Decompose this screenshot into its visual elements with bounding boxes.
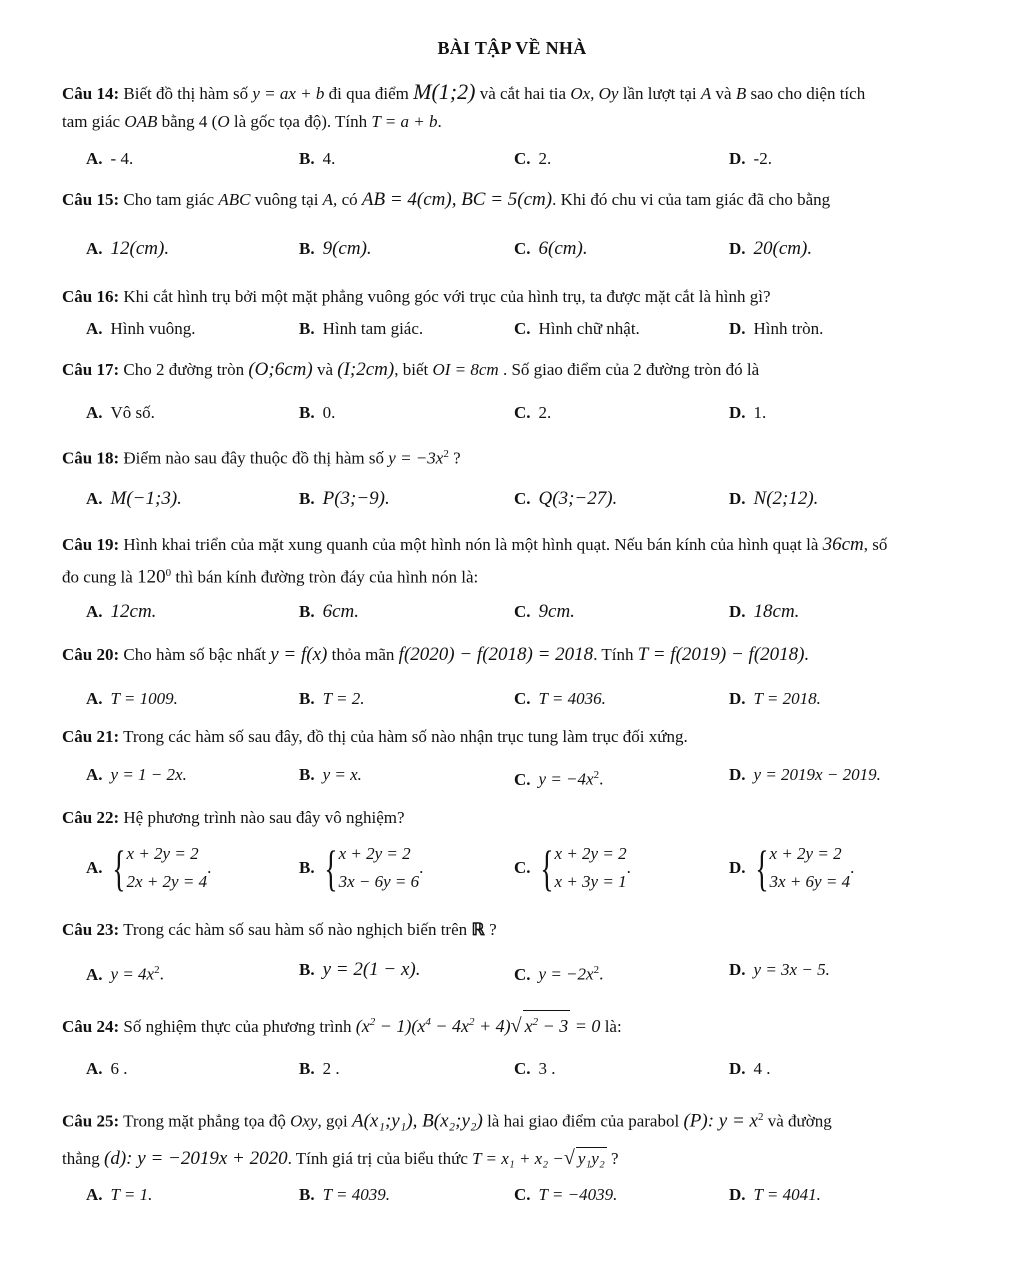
formula: y = ax + b <box>252 84 325 103</box>
question-text: ? <box>453 448 461 468</box>
option-c[interactable]: C. 3 . <box>514 1059 556 1078</box>
question-label: Câu 22: <box>62 808 120 827</box>
options-15 <box>86 234 986 268</box>
question-text: có <box>341 190 358 209</box>
option-d[interactable]: D. T = 4041. <box>729 1185 821 1204</box>
question-text: , biết <box>394 360 429 379</box>
question-text: Số nghiệm thực của phương trình <box>123 1017 352 1036</box>
question-17 <box>62 356 967 384</box>
formula: T = f(2019) − f(2018). <box>637 644 810 665</box>
question-text: là: <box>604 1017 622 1036</box>
option-a[interactable]: A. T = 1009. <box>86 689 178 708</box>
options-21 <box>86 760 986 794</box>
formula: y₁y₂ <box>577 1148 605 1168</box>
question-16 <box>62 283 967 311</box>
question-21 <box>62 723 967 751</box>
formula: (O;6cm) <box>248 359 313 380</box>
options-23 <box>86 955 986 989</box>
question-text: . Số giao điểm của 2 đường tròn đó là <box>502 360 760 379</box>
option-b[interactable]: B. Hình tam giác. <box>299 319 424 338</box>
question-label: Câu 24: <box>62 1017 120 1036</box>
formula: f(2020) − f(2018) = 2018 <box>398 644 594 665</box>
option-b[interactable]: B. 0. <box>299 403 336 422</box>
formula: OI = 8cm <box>432 360 499 379</box>
question-text: là gốc tọa độ). Tính <box>233 112 368 131</box>
formula: T = a + b <box>371 112 438 131</box>
formula: A <box>700 84 712 103</box>
formula: OAB <box>124 112 158 131</box>
question-text: Biết đồ thị hàm số <box>123 84 249 103</box>
options-25 <box>86 1180 986 1214</box>
question-text: Trong mặt phẳng tọa độ <box>123 1111 286 1131</box>
question-text: và đường <box>767 1111 832 1131</box>
option-d[interactable]: D. y = 3x − 5. <box>729 960 830 979</box>
question-text: Cho 2 đường tròn <box>123 360 245 379</box>
formula: $(x^2 - 1)(x^4 - 4x^2 + 4)√$ $x^2 - 3 = 0$ <box>356 1016 601 1036</box>
question-text: đo cung là <box>62 567 133 587</box>
formula: O <box>217 112 230 131</box>
option-d[interactable]: D. 1. <box>729 403 767 422</box>
question-19 <box>62 531 967 592</box>
option-c[interactable]: C. 9cm. <box>514 601 575 622</box>
option-b[interactable]: B. P(3;−9). <box>299 488 390 509</box>
question-text: , số <box>863 535 888 554</box>
formula: 36cm <box>822 534 864 555</box>
question-text: Trong các hàm số sau đây, đồ thị của hàm số nào nhận trục tung làm trục đối xứng. <box>123 727 688 746</box>
question-18 <box>62 440 967 473</box>
question-text: . Khi đó chu vi của tam giác đã cho bằng <box>552 190 831 209</box>
options-14 <box>86 144 986 178</box>
option-d[interactable]: D. 4 . <box>729 1059 771 1078</box>
option-d[interactable]: D. y = 2019x − 2019. <box>729 765 881 784</box>
option-a[interactable]: A. { x + 2y = 2 2x + 2y = 4 . <box>86 840 212 896</box>
formula: Ox, Oy <box>570 84 619 103</box>
question-label: Câu 25: <box>62 1111 120 1131</box>
option-c[interactable]: C. Hình chữ nhật. <box>514 319 640 338</box>
superscript: 0 <box>165 567 172 579</box>
option-b[interactable]: B. y = x. <box>299 765 362 784</box>
formula: (P): y = x <box>683 1110 758 1132</box>
option-b[interactable]: B. T = 4039. <box>299 1185 390 1204</box>
option-c[interactable]: C. { x + 2y = 2 x + 3y = 1 . <box>514 840 631 896</box>
superscript: 2 <box>757 1111 764 1123</box>
question-text: Hệ phương trình nào sau đây vô nghiệm? <box>123 808 405 827</box>
option-a[interactable]: A. - 4. <box>86 149 134 168</box>
option-a[interactable]: A. 6 . <box>86 1059 128 1078</box>
options-19 <box>86 597 986 631</box>
question-text: đi qua điểm <box>328 84 409 103</box>
options-17 <box>86 398 986 432</box>
question-label: Câu 23: <box>62 920 120 939</box>
question-label: Câu 16: <box>62 287 120 306</box>
formula: A, <box>322 190 338 209</box>
question-text: . Tính <box>593 645 634 664</box>
question-text: ? <box>611 1148 619 1168</box>
question-text: và <box>316 360 333 379</box>
option-d[interactable]: D. -2. <box>729 149 772 168</box>
question-text: Cho hàm số bậc nhất <box>123 645 266 664</box>
option-a[interactable]: A. 12cm. <box>86 601 157 622</box>
formula: ABC <box>218 190 251 209</box>
punct: . <box>437 112 442 131</box>
formula: AB = 4(cm), BC = 5(cm) <box>361 189 553 210</box>
formula: T = x₁ + x₂ − <box>472 1148 564 1168</box>
question-text: lần lượt tại <box>622 84 697 103</box>
option-b[interactable]: B. 4. <box>299 149 336 168</box>
option-c[interactable]: C. T = 4036. <box>514 689 606 708</box>
question-15 <box>62 186 967 214</box>
option-c[interactable]: C. $y = -2x^2$. <box>514 964 604 984</box>
question-text: bằng 4 ( <box>161 112 218 131</box>
question-text: sao cho diện tích <box>750 84 866 103</box>
superscript: 2 <box>443 448 449 460</box>
question-text: Điểm nào sau đây thuộc đồ thị hàm số <box>123 448 385 468</box>
question-text: vuông tại <box>254 190 319 209</box>
option-d[interactable]: D. { x + 2y = 2 3x + 6y = 4 . <box>729 840 855 896</box>
option-d[interactable]: D. 20(cm). <box>729 238 813 259</box>
question-label: Câu 18: <box>62 448 120 468</box>
question-text: , gọi <box>317 1111 348 1131</box>
options-22 <box>86 840 986 900</box>
question-text: và cắt hai tia <box>479 84 567 103</box>
option-a[interactable]: A. y = 1 − 2x. <box>86 765 187 784</box>
question-text: Trong các hàm số sau hàm số nào nghịch biến trên <box>123 920 468 939</box>
question-label: Câu 19: <box>62 535 120 554</box>
question-text: tam giác <box>62 112 121 131</box>
question-text: là hai giao điểm của parabol <box>487 1111 680 1131</box>
formula: y = f(x) <box>270 644 328 665</box>
option-c[interactable]: C. $y = -4x^2$. <box>514 769 604 789</box>
formula: A(x₁;y₁), B(x₂;y₂) <box>351 1110 483 1132</box>
option-a[interactable]: A. T = 1. <box>86 1185 153 1204</box>
option-b[interactable]: B. y = 2(1 − x). <box>299 959 421 980</box>
sqrt-symbol: √ <box>563 1146 575 1169</box>
option-d[interactable]: D. T = 2018. <box>729 689 821 708</box>
question-text: thì bán kính đường tròn đáy của hình nón là: <box>175 567 479 587</box>
question-text: Hình khai triển của mặt xung quanh của một hình nón là một hình quạt. Nếu bán kính của hình quạt là <box>123 535 819 554</box>
page-title: BÀI TẬP VỀ NHÀ <box>437 38 587 58</box>
formula: Oxy <box>290 1111 318 1131</box>
question-text: thỏa mãn <box>331 645 395 664</box>
option-a[interactable]: A. $y = 4x^2$. <box>86 964 164 984</box>
question-23 <box>62 916 967 944</box>
option-c[interactable]: C. 2. <box>514 403 552 422</box>
question-text: và <box>715 84 732 103</box>
option-b[interactable]: B. 9(cm). <box>299 238 372 259</box>
formula: (d): y = −2019x + 2020 <box>104 1147 288 1169</box>
option-a[interactable]: A. Hình vuông. <box>86 319 196 338</box>
options-20 <box>86 684 986 718</box>
question-14 <box>62 78 967 136</box>
option-b[interactable]: B. 6cm. <box>299 601 359 622</box>
question-text: . Tính giá trị của biểu thức <box>287 1148 468 1168</box>
formula: ℝ <box>471 920 485 939</box>
formula: y = −3x <box>388 448 444 468</box>
option-d[interactable]: D. 18cm. <box>729 601 800 622</box>
option-c[interactable]: C. T = −4039. <box>514 1185 618 1204</box>
formula: 120 <box>137 566 166 588</box>
options-16 <box>86 314 986 348</box>
option-c[interactable]: C. Q(3;−27). <box>514 488 618 509</box>
option-b[interactable]: B. T = 2. <box>299 689 365 708</box>
question-label: Câu 14: <box>62 84 120 103</box>
question-label: Câu 17: <box>62 360 120 379</box>
question-text: Khi cắt hình trụ bởi một mặt phẳng vuông góc với trục của hình trụ, ta được mặt cắt là hình gì? <box>123 287 771 306</box>
question-24 <box>62 1008 967 1041</box>
formula: (I;2cm) <box>337 359 395 380</box>
option-a[interactable]: A. Vô số. <box>86 403 155 422</box>
question-text: Cho tam giác <box>123 190 215 209</box>
options-18 <box>86 484 986 518</box>
option-c[interactable]: C. 6(cm). <box>514 238 588 259</box>
option-d[interactable]: D. N(2;12). <box>729 488 819 509</box>
option-c[interactable]: C. 2. <box>514 149 552 168</box>
question-text: ? <box>489 920 497 939</box>
question-label: Câu 15: <box>62 190 120 209</box>
question-25 <box>62 1099 967 1177</box>
formula: B <box>735 84 747 103</box>
option-b[interactable]: B. { x + 2y = 2 3x − 6y = 6 . <box>299 840 424 896</box>
options-24 <box>86 1054 986 1088</box>
option-a[interactable]: A. M(−1;3). <box>86 488 182 509</box>
option-b[interactable]: B. 2 . <box>299 1059 340 1078</box>
question-20 <box>62 641 967 669</box>
option-d[interactable]: D. Hình tròn. <box>729 319 824 338</box>
question-22 <box>62 804 967 832</box>
question-label: Câu 21: <box>62 727 120 746</box>
question-text: thẳng <box>62 1148 100 1168</box>
option-a[interactable]: A. 12(cm). <box>86 238 170 259</box>
question-label: Câu 20: <box>62 645 120 664</box>
formula: M(1;2) <box>413 79 476 104</box>
